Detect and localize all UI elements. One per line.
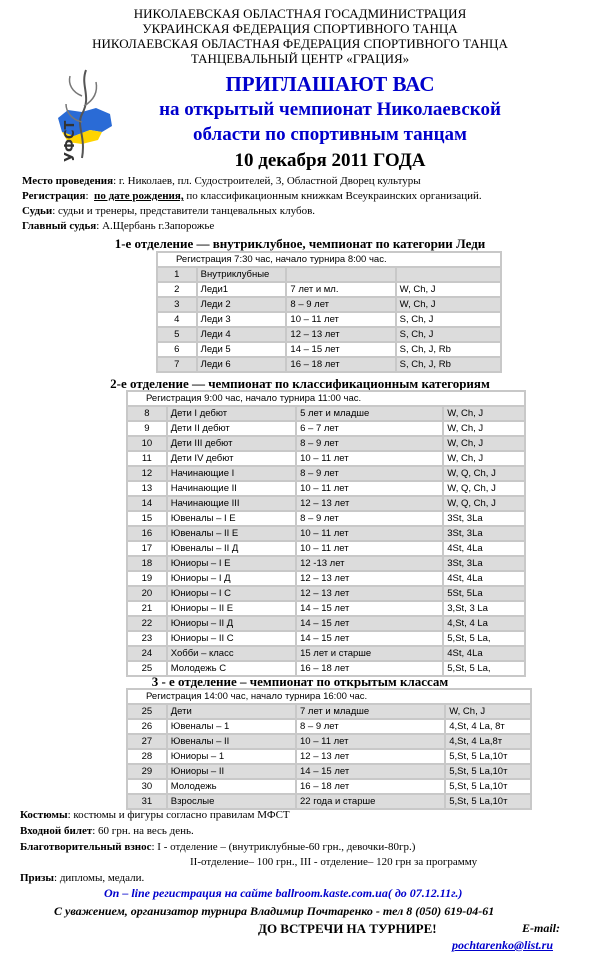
category-number: 17 [127,541,167,556]
category-name: Молодежь С [167,661,296,676]
dances: S, Ch, J, Rb [396,342,501,357]
category-name: Юниоры – II Е [167,601,296,616]
dances: S, Ch, J [396,327,501,342]
category-name: Ювеналы – 1 [167,719,296,734]
dances: W, Ch, J [443,436,525,451]
fee-line-2: ІІ-отделение– 100 грн., ІІІ - отделение– 120 грн за программу [190,856,478,868]
category-name: Леди 6 [197,357,287,372]
dances: W, Ch, J [396,297,501,312]
category-number: 1 [157,267,197,282]
venue-value: : г. Николаев, пл. Судостроителей, 3, Областной Дворец культуры [113,175,421,187]
dances: W, Ch, J [396,282,501,297]
table-row [157,297,501,312]
table-row [127,541,525,556]
judges-value: : судьи и тренеры, представители танцевальных клубов. [52,205,316,217]
header-line-2: УКРАИНСКАЯ ФЕДЕРАЦИЯ СПОРТИВНОГО ТАНЦА [142,21,458,36]
table-row [127,631,525,646]
category-name: Внутриклубные [197,267,287,282]
venue-line [22,175,421,188]
category-name: Начинающие II [167,481,296,496]
category-number: 31 [127,794,167,809]
table-row [127,586,525,601]
category-name: Ювеналы – II Д [167,541,296,556]
category-number: 25 [127,661,167,676]
title-line-2: области по спортивным танцам [193,124,467,145]
dances: W, Q, Ch, J [443,466,525,481]
title-line-1: на открытый чемпионат Николаевской [159,99,501,120]
category-number: 26 [127,719,167,734]
category-number: 25 [127,704,167,719]
table-row [127,526,525,541]
category-name: Юниоры – I Д [167,571,296,586]
table-row [127,764,531,779]
category-name: Леди1 [197,282,287,297]
table-row [157,312,501,327]
table-row [127,734,531,749]
dances: 4,St, 4 La [443,616,525,631]
section-2-title: 2-е отделение — чемпионат по классификационным категориям [110,376,490,391]
age-group: 12 – 13 лет [296,749,445,764]
table-row [127,794,531,809]
table-row [127,436,525,451]
age-group: 8 – 9 лет [296,719,445,734]
table-row [127,601,525,616]
category-number: 21 [127,601,167,616]
category-number: 22 [127,616,167,631]
fee-value: : І - отделение – (внутриклубные-60 грн., девочки-80гр.) [151,841,416,853]
category-number: 20 [127,586,167,601]
age-group: 10 – 11 лет [286,312,395,327]
email-label: E-mail: [522,921,560,935]
age-group: 12 – 13 лет [296,571,443,586]
registration-row [157,252,501,267]
header-line-1: НИКОЛАЕВСКАЯ ОБЛАСТНАЯ ГОСАДМИНИСТРАЦИЯ [133,6,467,21]
category-number: 7 [157,357,197,372]
age-group: 15 лет и старше [296,646,443,661]
age-group: 10 – 11 лет [296,734,445,749]
category-name: Леди 3 [197,312,287,327]
dances: 5,St, 5 La,10т [445,749,531,764]
category-number: 11 [127,451,167,466]
dances: 3St, 3La [443,556,525,571]
category-name: Молодежь [167,779,296,794]
section-1-title: 1-е отделение — внутриклубное, чемпионат по категории Леди [114,236,486,251]
age-group: 12 – 13 лет [286,327,395,342]
costumes-value: : костюмы и фигуры согласно правилам МФСТ [67,809,290,821]
age-group: 14 – 15 лет [296,631,443,646]
category-name: Дети I дебют [167,406,296,421]
age-group: 10 – 11 лет [296,526,443,541]
section-1-table [156,251,502,373]
table-row [127,704,531,719]
fee-line [20,841,415,854]
category-number: 4 [157,312,197,327]
judges-line [22,205,315,218]
dances: 4,St, 4 La,8т [445,734,531,749]
category-name: Юниоры – 1 [167,749,296,764]
age-group: 12 – 13 лет [296,496,443,511]
registration-time: Регистрация 14:00 час, начало турнира 16:00 час. [127,689,531,704]
chief-judge-label: Главный судья [22,220,97,232]
table-row [127,646,525,661]
event-date: 10 декабря 2011 ГОДА [234,150,426,171]
costumes-label: Костюмы [20,809,68,821]
category-name: Хобби – класс [167,646,296,661]
registration-label: Регистрация [22,190,86,202]
category-name: Юниоры – II [167,764,296,779]
section-2-table [126,390,526,677]
age-group: 5 лет и младше [296,406,443,421]
table-row [127,556,525,571]
category-name: Ювеналы – I Е [167,511,296,526]
category-number: 28 [127,749,167,764]
category-name: Юниоры – I Е [167,556,296,571]
category-number: 6 [157,342,197,357]
age-group: 10 – 11 лет [296,541,443,556]
table-row [157,282,501,297]
age-group: 10 – 11 лет [296,451,443,466]
category-number: 2 [157,282,197,297]
category-number: 13 [127,481,167,496]
age-group: 12 – 13 лет [296,586,443,601]
registration-value: по классификационным книжкам Всеукраинских организаций. [183,190,482,202]
dances: W, Q, Ch, J [443,496,525,511]
header-line-4: ТАНЦЕВАЛЬНЫЙ ЦЕНТР «ГРАЦИЯ» [190,51,410,66]
dances: 5,St, 5 La,10т [445,764,531,779]
registration-row [127,689,531,704]
category-name: Взрослые [167,794,296,809]
organizer-regards: С уважением, организатор турнира Владимир Почтаренко - тел 8 (050) 619-04-61 [54,904,495,918]
category-name: Дети [167,704,296,719]
chief-judge-line [22,220,214,233]
category-name: Ювеналы – II Е [167,526,296,541]
section-3-title: 3 - е отделение – чемпионат по открытым классам [151,674,449,689]
dances: S, Ch, J, Rb [396,357,501,372]
age-group: 14 – 15 лет [296,764,445,779]
dances: 4St, 4La [443,646,525,661]
category-number: 27 [127,734,167,749]
category-number: 19 [127,571,167,586]
table-row [127,749,531,764]
category-number: 12 [127,466,167,481]
category-number: 9 [127,421,167,436]
table-row [127,779,531,794]
prizes-label: Призы [20,872,55,884]
age-group: 7 лет и мл. [286,282,395,297]
registration-row [127,391,525,406]
category-name: Леди 2 [197,297,287,312]
age-group: 14 – 15 лет [296,601,443,616]
prizes-line [20,872,144,885]
section-3-table [126,688,532,810]
age-group: 8 – 9 лет [296,466,443,481]
category-name: Дети II дебют [167,421,296,436]
dances: 3St, 3La [443,526,525,541]
age-group: 22 года и старше [296,794,445,809]
table-row [127,481,525,496]
age-group: 16 – 18 лет [296,661,443,676]
dances: S, Ch, J [396,312,501,327]
registration-colon: : [85,190,95,202]
dances: W, Ch, J [443,421,525,436]
category-number: 30 [127,779,167,794]
category-number: 3 [157,297,197,312]
category-name: Юниоры – II Д [167,616,296,631]
table-row [127,466,525,481]
category-number: 10 [127,436,167,451]
age-group: 8 – 9 лет [296,436,443,451]
category-number: 8 [127,406,167,421]
table-row [157,327,501,342]
category-name: Леди 4 [197,327,287,342]
registration-line [22,190,482,203]
ticket-value: : 60 грн. на весь день. [92,825,194,837]
header-line-3: НИКОЛАЕВСКАЯ ОБЛАСТНАЯ ФЕДЕРАЦИЯ СПОРТИВНОГО ТАНЦА [92,36,508,51]
invite-title: ПРИГЛАШАЮТ ВАС [225,72,435,96]
judges-label: Судьи [22,205,53,217]
age-group: 10 – 11 лет [296,481,443,496]
category-name: Ювеналы – II [167,734,296,749]
dances: 4St, 4La [443,571,525,586]
dances [396,267,501,282]
age-group: 14 – 15 лет [286,342,395,357]
prizes-value: : дипломы, медали. [54,872,145,884]
category-name: Начинающие I [167,466,296,481]
registration-emphasis: по дате рождения, [94,190,184,202]
category-number: 24 [127,646,167,661]
category-number: 14 [127,496,167,511]
dances: W, Q, Ch, J [443,481,525,496]
venue-label: Место проведения [22,175,114,187]
ticket-line [20,825,194,838]
dances: 5,St, 5 La, [443,661,525,676]
category-name: Дети IV дебют [167,451,296,466]
chief-judge-value: : А.Щербань г.Запорожье [96,220,215,232]
category-name: Начинающие III [167,496,296,511]
age-group: 8 – 9 лет [296,511,443,526]
dances: 4,St, 4 La, 8т [445,719,531,734]
table-row [127,496,525,511]
fee-label: Благотворительный взнос [20,841,152,853]
ticket-label: Входной билет [20,825,93,837]
dances: W, Ch, J [443,451,525,466]
age-group: 6 – 7 лет [296,421,443,436]
dances: 5,St, 5 La, [443,631,525,646]
online-registration: On – line регистрация на сайте ballroom.kaste.com.ua( до 07.12.11г.) [104,886,463,900]
category-name: Леди 5 [197,342,287,357]
see-you-text: ДО ВСТРЕЧИ НА ТУРНИРЕ! [258,921,437,936]
table-row [127,421,525,436]
dances: 5,St, 5 La,10т [445,779,531,794]
age-group: 14 – 15 лет [296,616,443,631]
table-row [127,451,525,466]
table-row [157,342,501,357]
category-name: Дети III дебют [167,436,296,451]
logo-lettering: УФСТ [63,120,78,162]
email-link[interactable]: pochtarenko@list.ru [452,938,554,952]
category-number: 15 [127,511,167,526]
table-row [127,616,525,631]
table-row [157,267,501,282]
category-number: 5 [157,327,197,342]
table-row [127,511,525,526]
dances: 3,St, 3 La [443,601,525,616]
table-row [127,571,525,586]
dances: 4St, 4La [443,541,525,556]
costumes-line [20,809,290,822]
category-name: Юниоры – I С [167,586,296,601]
category-name: Юниоры – II С [167,631,296,646]
age-group: 8 – 9 лет [286,297,395,312]
category-number: 16 [127,526,167,541]
table-row [127,406,525,421]
age-group: 7 лет и младше [296,704,445,719]
table-row [127,719,531,734]
age-group: 12 -13 лет [296,556,443,571]
dances: W, Ch, J [443,406,525,421]
dances: 3St, 3La [443,511,525,526]
category-number: 18 [127,556,167,571]
registration-time: Регистрация 9:00 час, начало турнира 11:00 час. [127,391,525,406]
dances: W, Ch, J [445,704,531,719]
category-number: 29 [127,764,167,779]
age-group [286,267,395,282]
category-number: 23 [127,631,167,646]
age-group: 16 – 18 лет [286,357,395,372]
table-row [157,357,501,372]
registration-time: Регистрация 7:30 час, начало турнира 8:00 час. [157,252,501,267]
age-group: 16 – 18 лет [296,779,445,794]
dances: 5St, 5La [443,586,525,601]
dances: 5,St, 5 La,10т [445,794,531,809]
